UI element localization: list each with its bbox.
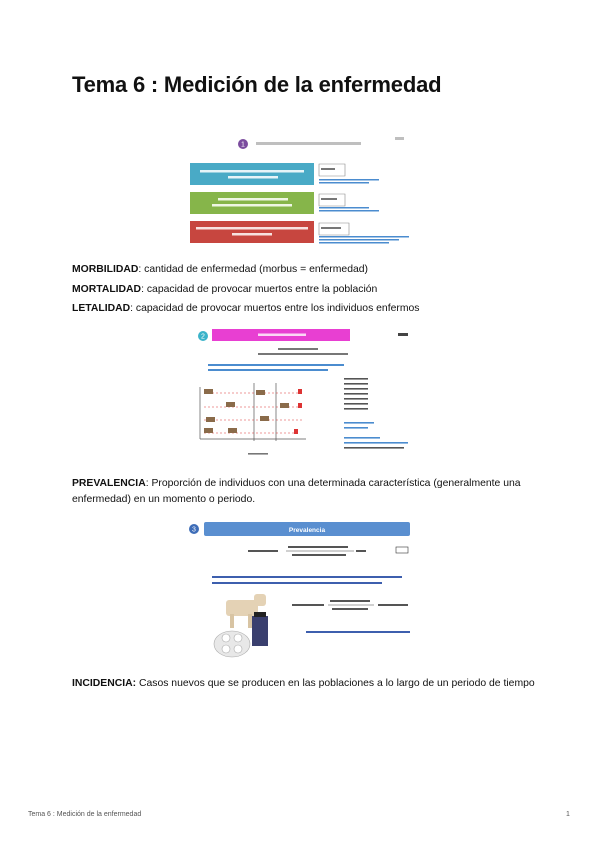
definition-morbilidad: MORBILIDAD: cantidad de enfermedad (morbus = enfermedad)	[72, 264, 368, 275]
definition-mortalidad: MORTALIDAD: capacidad de provocar muertos entre la población	[72, 284, 378, 295]
concept-box-1	[190, 163, 314, 185]
banner-label: Prevalencia	[288, 527, 326, 534]
footer-title: Tema 6 : Medición de la enfermedad	[28, 811, 142, 818]
page-title: Tema 6 : Medición de la enfermedad	[72, 72, 442, 97]
definition-incidencia: INCIDENCIA: Casos nuevos que se producen en las poblaciones a lo largo de un periodo de tiempo	[72, 678, 535, 689]
concept-box-3	[190, 221, 314, 243]
figure-number: 3	[192, 526, 196, 534]
figure-number: 2	[201, 333, 205, 341]
footer-page-number: 1	[566, 811, 570, 818]
figure-morbidity-measures	[188, 134, 420, 246]
figure-prevalence	[186, 520, 418, 664]
definition-letalidad: LETALIDAD: capacidad de provocar muertos entre los individuos enfermos	[72, 303, 420, 314]
definition-prevalencia: PREVALENCIA: Proporción de individuos con una determinada característica (generalmente una enfermedad) en un momento o periodo.	[72, 478, 521, 505]
petri-dishes	[214, 631, 250, 657]
concept-box-2	[190, 192, 314, 214]
figure-number: 1	[241, 141, 245, 149]
figure-mortality-diagram	[194, 327, 418, 465]
